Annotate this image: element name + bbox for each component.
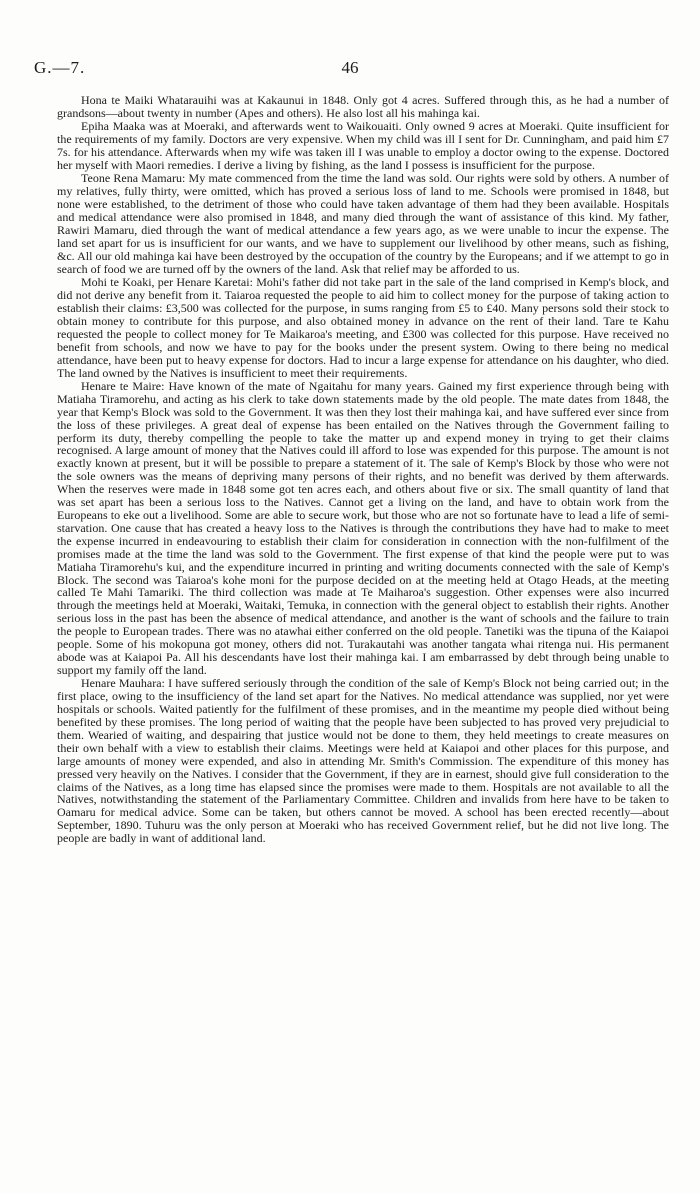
page-number: 46 [341, 58, 359, 77]
paragraph-henare-mauhara: Henare Mauhara: I have suffered seriously through the condition of the sale of Kemp's Block not being carried out; in the first place, owing to the insufficiency of the land set apart for the Natives. No medical attendance was supplied, nor yet were hospitals or schools. Waited patiently for the fulfilment of these promises, and in the meantime my people died without being benefited by these promises. The long period of waiting that the people have been subjected to has proved very prejudicial to them. Wearied of waiting, and despairing that justice would not be done to them, they held meetings to create measures on their own behalf with a view to establish their claims. Meetings were held at Kaiapoi and other places for this purpose, and large amounts of money were expended, and also in attending Mr. Smith's Commission. The expenditure of this money has pressed very heavily on the Natives. I consider that the Government, if they are in earnest, should give full consideration to the claims of the Natives, as a long time has elapsed since the promises were made to them. Hospitals are not available to all the Natives, notwithstanding the statement of the Parliamentary Committee. Children and invalids from here have to be taken to Oamaru for medical advice. Some can be taken, but others cannot be moved. A school has been erected recently—about September, 1890. Tuhuru was the only person at Moeraki who has received Government relief, but he did not live long. The people are badly in want of additional land. [57, 676, 669, 846]
paragraph-mohi-te-koaki: Mohi te Koaki, per Henare Karetai: Mohi's father did not take part in the sale of the land comprised in Kemp's block, and did not derive any benefit from it. Taiaroa requested the people to aid him to collect money for the purpose of taking action to establish their claims: £3,500 was collected for the purpose, in sums ranging from £5 to £40. Many persons sold their stock to obtain money to contribute for this purpose, and also obtained money in advance on the rent of their land. Tare te Kahu requested the people to collect money for Te Maikaroa's meeting, and £300 was collected for this purpose. Have received no benefit from schools, and now we have to pay for the books under the present system. Owing to there being no medical attendance, have been put to heavy expense for doctors. Had to incur a large expense for attendance on his daughter, who died. The land owned by the Natives is insufficient to meet their requirements. [57, 275, 669, 380]
paragraph-hona-te-maiki: Hona te Maiki Whatarauihi was at Kakaunui in 1848. Only got 4 acres. Suffered through this, as he had a number of grandsons—about twenty in number (Apes and others). He also lost all his mahinga kai. [57, 93, 669, 120]
paragraph-teone-rena-mamaru: Teone Rena Mamaru: My mate commenced from the time the land was sold. Our rights were sold by others. A number of my relatives, fully thirty, were omitted, which has proved a serious loss of land to me. Schools were promised in 1848, but none were established, to the detriment of those who could have taken advantage of them had they been available. Hospitals and medical attendance were also promised in 1848, and many died through the want of assistance of this kind. My father, Rawiri Mamaru, died through the want of medical attendance a few years ago, as we were unable to incur the expense. The land set apart for us is insufficient for our wants, and we have to supplement our livelihood by other means, such as fishing, &c. All our old mahinga kai have been destroyed by the occupation of the country by the Europeans; and if we attempt to go in search of food we are turned off by the owners of the land. Ask that relief may be afforded to us. [57, 171, 669, 276]
paragraph-henare-te-maire: Henare te Maire: Have known of the mate of Ngaitahu for many years. Gained my first experience through being with Matiaha Tiramorehu, and acting as his clerk to take down statements made by the old people. The mate dates from 1848, the year that Kemp's Block was sold to the Government. It was then they lost their mahinga kai, and have suffered ever since from the loss of these privileges. A great deal of expense has been entailed on the Natives through the Government failing to perform its duty, thereby compelling the people to take the matter up and expend money in trying to get their claims recognised. A large amount of money that the Natives could ill afford to lose was expended for this purpose. The amount is not exactly known at present, but it will be possible to prepare a statement of it. The sale of Kemp's Block by those who were not the sole owners was the means of depriving many persons of their rights, and no benefit was derived by them afterwards. When the reserves were made in 1848 some got ten acres each, and others about five or six. The small quantity of land that was set apart has been a serious loss to the Natives. Cannot get a living on the land, and have to obtain work from the Europeans to eke out a livelihood. Some are able to secure work, but those who are not so fortunate have to lead a life of semi-starvation. One cause that has created a heavy loss to the Natives is through the contributions they have had to make to meet the expense incurred in endeavouring to establish their claim for consideration in connection with the non-fulfilment of the promises made at the time the land was sold to the Government. The first expense of that kind the people were put to was Matiaha Tiramorehu's kui, and the expenditure incurred in printing and writing documents connected with the sale of Kemp's Block. The second was Taiaroa's kohe moni for the purpose decided on at the meeting held at Otago Heads, at the meeting called Te Mahi Tamariki. The third collection was made at Te Maiharoa's suggestion. Other expenses were also incurred through the meetings held at Moeraki, Waitaki, Temuka, in connection with the general object to establish their rights. Another serious loss in the past has been the absence of medical attendance, and another is the want of schools and the failure to train the people to European trades. There was no atawhai either conferred on the old people. Tanetiki was the tipuna of the Kaiapoi people. Some of his mokopuna got money, others did not. Turakautahi was another tangata whai ritenga nui. His permanent abode was at Kaiapoi Pa. All his descendants have lost their mahinga kai. I am embarrassed by debt through being unable to support my family off the land. [57, 378, 669, 677]
document-reference: G.—7. [34, 58, 86, 77]
document-body [57, 94, 669, 845]
page-header [34, 58, 666, 80]
paragraph-epiha-maaka: Epiha Maaka was at Moeraki, and afterwards went to Waikouaiti. Only owned 9 acres at Moeraki. Quite insufficient for the requirements of my family. Doctors are very expensive. When my child was ill I sent for Dr. Cunningham, and paid him £7 7s. for his attendance. Afterwards when my wife was taken ill I was unable to employ a doctor owing to the expense. Doctored her myself with Maori remedies. I derive a living by fishing, as the land I possess is insufficient for the purpose. [57, 119, 669, 173]
